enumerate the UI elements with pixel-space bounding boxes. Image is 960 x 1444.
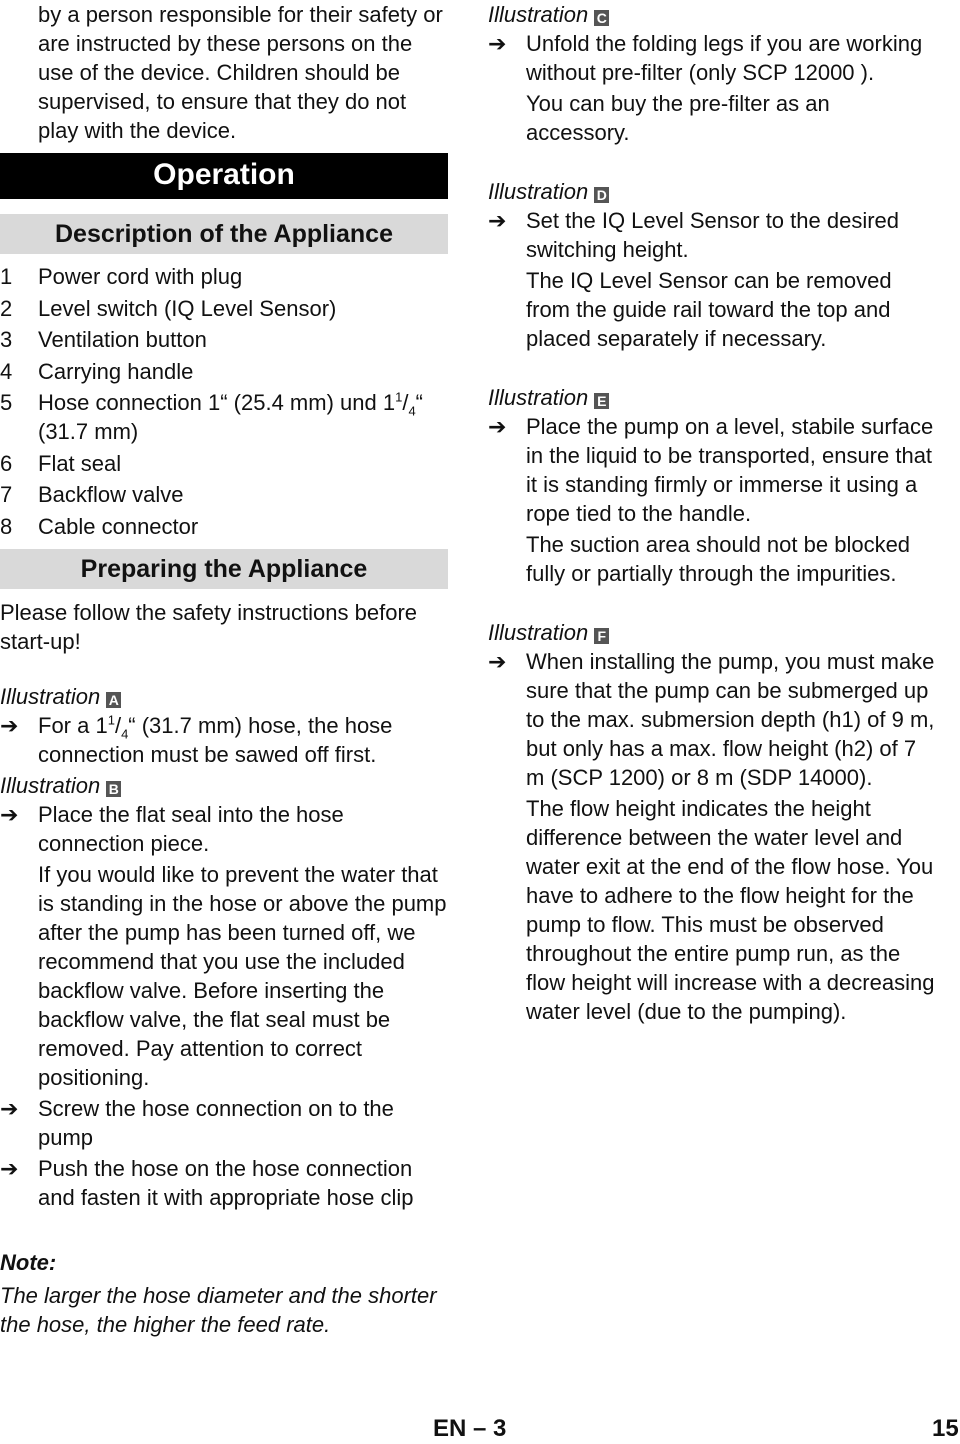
list-item: 6 Flat seal: [0, 450, 122, 476]
description-heading: Description of the Appliance: [0, 214, 448, 254]
list-item: 7 Backflow valve: [0, 482, 184, 507]
step-b1-detail: If you would like to prevent the water that is standing in the hose or above the pump after the pump has been turned off, we recommend that you use the included backflow valve. Before inserting the backflow valve, the flat seal must be removed. Pay attention to correct positioning.: [38, 861, 447, 1090]
step-c: ➔ Unfold the folding legs if you are working without pre-filter (only SCP 12000 ).: [488, 31, 923, 85]
list-item: 1 Power cord with plug: [0, 264, 243, 289]
intro-paragraph: by a person responsible for their safety or are instructed by these persons on the use of the device. Children should be supervised, to ensure that they do not play with the device.: [38, 2, 443, 143]
illustration-a-label: Illustration A: [0, 682, 448, 711]
parts-list: [0, 262, 448, 541]
arrow-icon: ➔: [0, 1095, 19, 1121]
footer-section-label: EN – 3: [433, 1415, 507, 1442]
illustration-a-badge: A: [106, 692, 121, 708]
step-c-detail: You can buy the pre-filter as an accessory.: [526, 91, 830, 145]
operation-heading: Operation: [0, 153, 448, 199]
step-d: ➔ Set the IQ Level Sensor to the desired switching height.: [488, 208, 900, 262]
step-b2: ➔ Screw the hose connection on to the pump: [0, 1095, 394, 1150]
list-item: 8 Cable connector: [0, 513, 199, 539]
illustration-c-badge: C: [594, 10, 609, 26]
right-column: [488, 0, 938, 1026]
safety-paragraph: Please follow the safety instructions before start-up!: [0, 599, 418, 654]
step-a: ➔ For a $1^1/_4“$ (31.7 mm) hose, the hose connection must be sawed off first.: [0, 712, 393, 767]
illustration-f-badge: F: [594, 628, 609, 644]
step-f: ➔ When installing the pump, you must make sure that the pump can be submerged up to the max. submersion depth (h1) of 9 m, but only has a max. flow height (h2) of 7 m (SCP 1200) or 8 m (SDP 14000).: [488, 649, 935, 790]
illustration-b-label: Illustration B: [0, 771, 448, 800]
step-e-detail: The suction area should not be blocked fully or partially through the impurities.: [526, 532, 911, 586]
illustration-f-label: Illustration F: [488, 618, 938, 647]
illustration-b-badge: B: [106, 781, 121, 797]
left-column: [0, 0, 448, 1339]
arrow-icon: ➔: [488, 208, 507, 233]
arrow-icon: ➔: [0, 1155, 19, 1181]
arrow-icon: ➔: [0, 801, 19, 827]
list-item: 2 Level switch (IQ Level Sensor): [0, 295, 337, 321]
list-item: 5 Hose connection 1“ (25.4 mm) und $1^1/_4“$ (31.7 mm): [0, 389, 423, 444]
arrow-icon: ➔: [488, 31, 507, 56]
preparing-heading: Preparing the Appliance: [0, 549, 448, 589]
illustration-e-label: Illustration E: [488, 383, 938, 412]
arrow-icon: ➔: [0, 712, 19, 738]
illustration-d-label: Illustration D: [488, 177, 938, 206]
illustration-e-badge: E: [594, 393, 609, 409]
step-f-detail: The flow height indicates the height difference between the water level and water exit at the end of the flow hose. You have to adhere to the flow height for the pump to flow. This must be observed throughout the entire pump run, as the flow height will increase with a decreasing water level (due to the pumping).: [526, 796, 935, 1024]
step-e: ➔ Place the pump on a level, stabile surface in the liquid to be transported, ensure that it is standing firmly or immerse it using a rope tied to the handle.: [488, 414, 934, 526]
note-title: Note:: [0, 1249, 57, 1275]
list-item: 4 Carrying handle: [0, 358, 194, 384]
illustration-d-badge: D: [594, 187, 609, 203]
step-b1: ➔ Place the flat seal into the hose connection piece.: [0, 801, 344, 856]
step-b3: ➔ Push the hose on the hose connection and fasten it with appropriate hose clip: [0, 1155, 414, 1210]
illustration-c-label: Illustration C: [488, 0, 938, 29]
page-number: 15: [932, 1415, 959, 1442]
note-text: The larger the hose diameter and the shorter the hose, the higher the feed rate.: [0, 1282, 437, 1337]
step-d-detail: The IQ Level Sensor can be removed from the guide rail toward the top and placed separately if necessary.: [526, 268, 892, 351]
arrow-icon: ➔: [488, 649, 507, 674]
arrow-icon: ➔: [488, 414, 507, 439]
list-item: 3 Ventilation button: [0, 327, 207, 352]
